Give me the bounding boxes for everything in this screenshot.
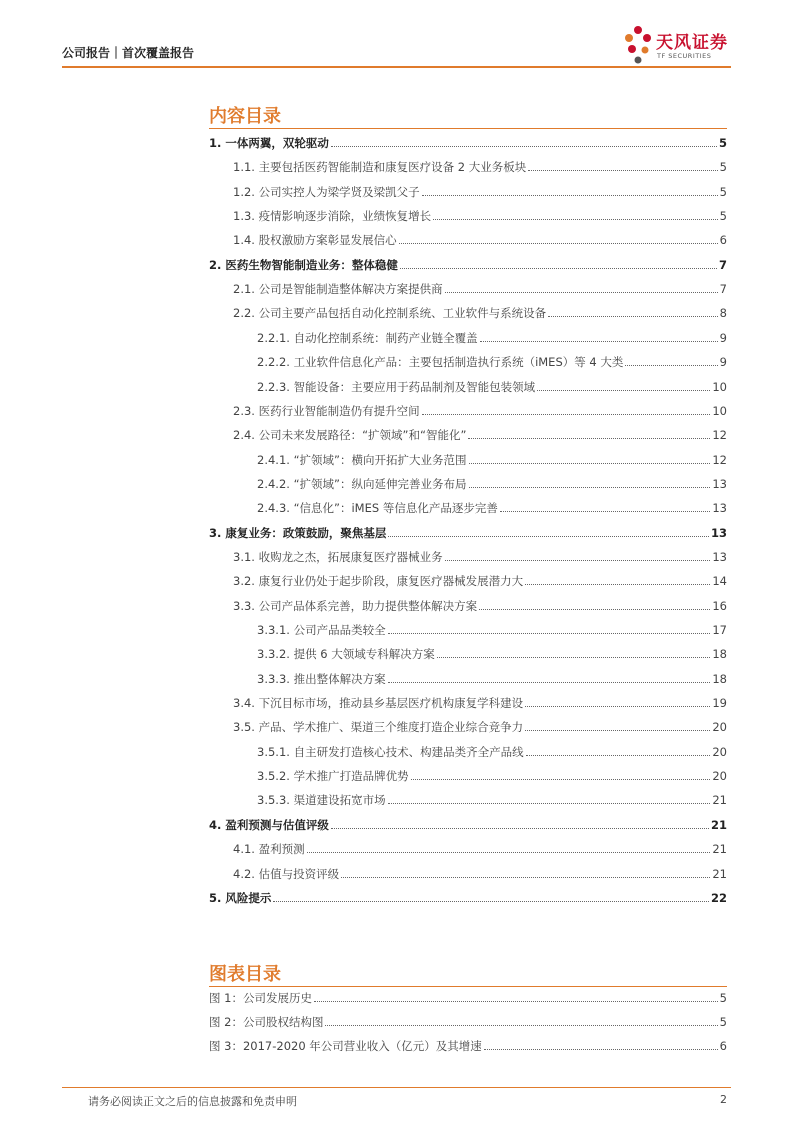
toc-entry-page: 21 [712,867,727,881]
figure-list-title: 图表目录 [209,964,281,985]
toc-leader-dots [437,657,711,658]
toc-entry-title: 2.4.3. “信息化”：iMES 等信息化产品逐步完善 [257,501,498,515]
toc-entry-page: 5 [719,160,727,174]
toc-entry-title: 3.3. 公司产品体系完善，助力提供整体解决方案 [233,599,478,613]
figure-entry-title: 图 3：2017-2020 年公司营业收入（亿元）及其增速 [209,1039,482,1053]
toc-entry[interactable] [257,452,727,468]
toc-title-underline [209,128,727,129]
toc-entry-page: 21 [712,842,727,856]
toc-entry[interactable] [233,184,727,200]
toc-leader-dots [399,243,718,244]
toc-entry-page: 21 [710,818,727,832]
toc-entry-title: 3.3.1. 公司产品品类较全 [257,623,386,637]
toc-leader-dots [331,828,709,829]
toc-entry[interactable] [233,841,727,857]
toc-entry-title: 3.3.2. 提供 6 大领域专科解决方案 [257,647,435,661]
toc-entry-page: 5 [718,136,727,150]
toc-entry-title: 2.4.1. “扩领域”：横向开拓扩大业务范围 [257,453,467,467]
toc-entry[interactable] [233,719,727,735]
figure-entry-page: 5 [719,1015,727,1029]
toc-entry-title: 3. 康复业务：政策鼓励，聚焦基层 [209,526,387,540]
toc-leader-dots [469,487,711,488]
logo-name: 天风证券 [656,33,728,53]
toc-entry-page: 12 [712,453,727,467]
toc-entry-page: 13 [712,501,727,515]
toc-title: 内容目录 [209,106,281,127]
toc-entry-page: 20 [712,769,727,783]
toc-entry-page: 20 [712,720,727,734]
toc-entry-page: 17 [712,623,727,637]
toc-leader-dots [388,682,711,683]
toc-entry-title: 2.2.2. 工业软件信息化产品：主要包括制造执行系统（iMES）等 4 大类 [257,355,624,369]
toc-entry[interactable] [257,379,727,395]
toc-entry[interactable] [209,817,727,833]
toc-entry-title: 5. 风险提示 [209,891,272,905]
toc-entry[interactable] [257,476,727,492]
toc-entry-title: 3.2. 康复行业仍处于起步阶段，康复医疗器械发展潜力大 [233,574,524,588]
toc-entry-page: 13 [712,477,727,491]
toc-entry-page: 13 [710,526,727,540]
toc-entry[interactable] [257,354,727,370]
toc-entry[interactable] [233,281,727,297]
toc-leader-dots [526,755,711,756]
toc-entry-title: 2.2. 公司主要产品包括自动化控制系统、工业软件与系统设备 [233,306,547,320]
toc-entry[interactable] [233,208,727,224]
toc-entry-title: 4.1. 盈利预测 [233,842,305,856]
toc-entry[interactable] [233,866,727,882]
toc-leader-dots [479,609,710,610]
toc-entry[interactable] [257,622,727,638]
figure-entry[interactable] [209,1014,727,1030]
toc-entry-page: 10 [712,380,727,394]
toc-leader-dots [528,170,717,171]
toc-leader-dots [525,730,710,731]
figure-leader-dots [484,1049,718,1050]
toc-entry-page: 5 [719,209,727,223]
toc-leader-dots [500,511,711,512]
tf-securities-logo [622,22,742,70]
figure-entry[interactable] [209,1038,727,1054]
toc-leader-dots [445,560,711,561]
toc-entry-page: 19 [712,696,727,710]
toc-leader-dots [433,219,718,220]
toc-entry[interactable] [233,232,727,248]
header-divider [62,66,731,68]
toc-entry-title: 3.5.3. 渠道建设拓宽市场 [257,793,386,807]
toc-entry-page: 18 [712,647,727,661]
toc-entry[interactable] [209,525,727,541]
toc-entry-title: 3.3.3. 推出整体解决方案 [257,672,386,686]
toc-entry-title: 1.1. 主要包括医药智能制造和康复医疗设备 2 大业务板块 [233,160,527,174]
toc-entry[interactable] [257,330,727,346]
figure-leader-dots [325,1025,717,1026]
figure-leader-dots [314,1001,718,1002]
figure-entry-page: 6 [719,1039,727,1053]
toc-entry[interactable] [233,427,727,443]
toc-entry-page: 9 [719,331,727,345]
toc-leader-dots [422,195,718,196]
toc-entry-title: 3.5. 产品、学术推广、渠道三个维度打造企业综合竞争力 [233,720,524,734]
report-type-label: 公司报告｜首次覆盖报告 [62,46,195,60]
toc-entry-title: 4.2. 估值与投资评级 [233,867,340,881]
toc-entry[interactable] [257,744,727,760]
figure-entry-title: 图 1：公司发展历史 [209,991,312,1005]
toc-leader-dots [469,463,711,464]
toc-entry-page: 8 [719,306,727,320]
toc-leader-dots [468,438,710,439]
toc-entry[interactable] [209,257,727,273]
toc-entry-page: 6 [719,233,727,247]
toc-leader-dots [400,268,717,269]
toc-entry-title: 3.5.1. 自主研发打造核心技术、构建品类齐全产品线 [257,745,524,759]
figure-title-underline [209,986,727,987]
toc-entry-page: 18 [712,672,727,686]
toc-entry-page: 21 [712,793,727,807]
page-number: 2 [720,1093,727,1106]
toc-entry-page: 5 [719,185,727,199]
toc-entry[interactable] [233,598,727,614]
toc-entry-page: 22 [710,891,727,905]
figure-entry[interactable] [209,990,727,1006]
toc-entry[interactable] [233,403,727,419]
toc-entry-title: 2.2.3. 智能设备：主要应用于药品制剂及智能包装领域 [257,380,536,394]
toc-entry[interactable] [209,135,727,151]
toc-entry[interactable] [233,695,727,711]
toc-entry[interactable] [257,671,727,687]
logo-petals-icon [622,22,656,66]
toc-leader-dots [388,536,709,537]
toc-entry-page: 14 [712,574,727,588]
logo-subtitle: TF SECURITIES [657,52,712,60]
toc-leader-dots [525,584,710,585]
toc-entry-title: 2.4.2. “扩领域”：纵向延伸完善业务布局 [257,477,467,491]
toc-entry[interactable] [257,646,727,662]
toc-leader-dots [273,901,709,902]
toc-entry-page: 10 [712,404,727,418]
toc-entry-title: 2.3. 医药行业智能制造仍有提升空间 [233,404,420,418]
toc-entry[interactable] [233,159,727,175]
toc-entry-title: 2.1. 公司是智能制造整体解决方案提供商 [233,282,443,296]
toc-entry[interactable] [233,549,727,565]
toc-leader-dots [548,316,718,317]
toc-leader-dots [537,390,710,391]
figure-entry-page: 5 [719,991,727,1005]
toc-leader-dots [480,341,718,342]
toc-entry-page: 9 [719,355,727,369]
toc-entry-title: 4. 盈利预测与估值评级 [209,818,329,832]
toc-entry-page: 20 [712,745,727,759]
toc-entry[interactable] [209,890,727,906]
toc-entry-title: 2. 医药生物智能制造业务：整体稳健 [209,258,398,272]
toc-entry-title: 3.1. 收购龙之杰，拓展康复医疗器械业务 [233,550,443,564]
toc-entry[interactable] [257,768,727,784]
toc-entry-title: 3.5.2. 学术推广打造品牌优势 [257,769,409,783]
toc-entry-page: 7 [718,258,727,272]
toc-leader-dots [388,633,711,634]
toc-entry-page: 13 [712,550,727,564]
figure-entry-title: 图 2：公司股权结构图 [209,1015,324,1029]
toc-leader-dots [331,146,717,147]
toc-entry-title: 2.2.1. 自动化控制系统：制药产业链全覆盖 [257,331,478,345]
toc-entry[interactable] [233,305,727,321]
toc-entry-title: 2.4. 公司未来发展路径：“扩领域”和“智能化” [233,428,467,442]
toc-entry-title: 1.2. 公司实控人为梁学贤及梁凯父子 [233,185,420,199]
toc-entry-page: 12 [712,428,727,442]
disclaimer-text: 请务必阅读正文之后的信息披露和免责申明 [88,1095,297,1108]
toc-leader-dots [388,803,711,804]
toc-entry-page: 16 [712,599,727,613]
toc-leader-dots [411,779,711,780]
toc-entry-title: 3.4. 下沉目标市场，推动县乡基层医疗机构康复学科建设 [233,696,524,710]
toc-leader-dots [625,365,717,366]
toc-entry-title: 1.4. 股权激励方案彰显发展信心 [233,233,397,247]
toc-leader-dots [307,852,711,853]
toc-entry[interactable] [257,792,727,808]
toc-entry[interactable] [233,573,727,589]
toc-entry-title: 1.3. 疫情影响逐步消除，业绩恢复增长 [233,209,432,223]
toc-entry-title: 1. 一体两翼，双轮驱动 [209,136,329,150]
toc-leader-dots [525,706,710,707]
toc-entry-page: 7 [719,282,727,296]
footer-divider [62,1087,731,1088]
toc-leader-dots [341,877,710,878]
toc-leader-dots [422,414,711,415]
toc-entry[interactable] [257,500,727,516]
toc-leader-dots [445,292,718,293]
